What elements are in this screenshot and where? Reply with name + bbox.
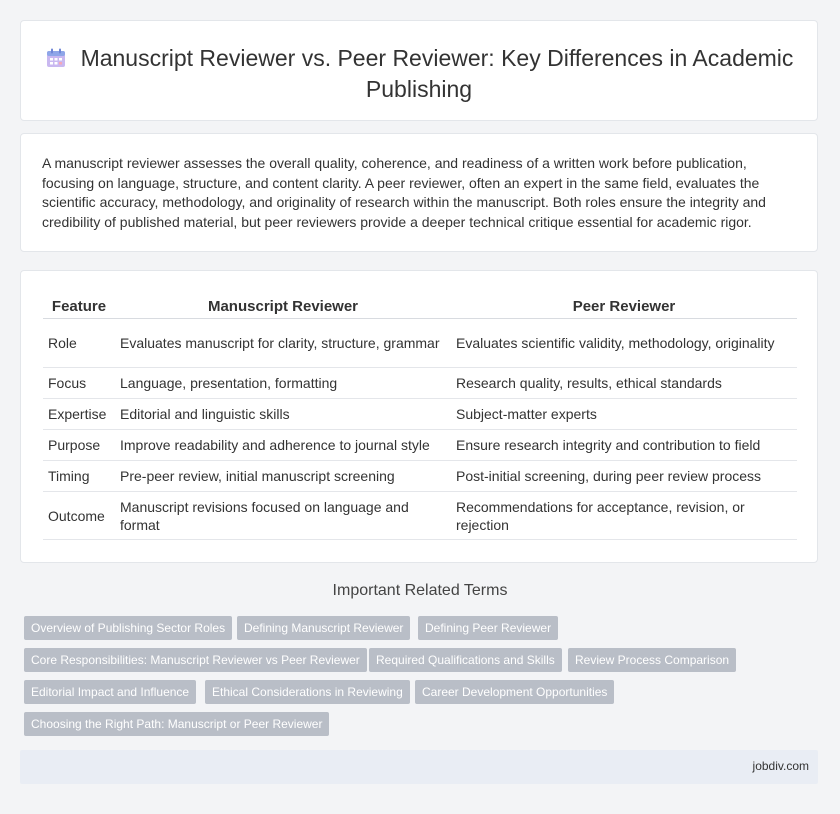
feature-cell: Timing [43,461,115,492]
page-title: Manuscript Reviewer vs. Peer Reviewer: Key Differences in Academic Publishing [80,45,794,102]
related-terms-title: Important Related Terms [332,582,508,599]
related-term-tag[interactable]: Career Development Opportunities [415,680,614,704]
comparison-card [20,270,818,563]
header-peer-reviewer: Peer Reviewer [451,296,797,319]
header-card [20,20,818,121]
related-term-tag[interactable]: Ethical Considerations in Reviewing [205,680,410,704]
peer-cell: Recommendations for acceptance, revision, or rejection [451,492,797,540]
peer-cell: Evaluates scientific validity, methodology, originality [451,319,797,368]
header-feature: Feature [43,296,115,319]
related-term-tag[interactable]: Review Process Comparison [568,648,736,672]
table-row [43,319,797,368]
table-row [43,430,797,461]
manuscript-cell: Improve readability and adherence to journal style [115,430,451,461]
table-header-row [43,296,797,319]
related-term-tag[interactable]: Required Qualifications and Skills [369,648,562,672]
peer-cell: Research quality, results, ethical standards [451,368,797,399]
related-term-tag[interactable]: Core Responsibilities: Manuscript Reviewer vs Peer Reviewer [24,648,367,672]
manuscript-cell: Pre-peer review, initial manuscript screening [115,461,451,492]
header-manuscript-reviewer: Manuscript Reviewer [115,296,451,319]
peer-cell: Post-initial screening, during peer review process [451,461,797,492]
feature-cell: Purpose [43,430,115,461]
calendar-icon [45,47,67,69]
feature-cell: Role [43,319,115,368]
related-term-tag[interactable]: Overview of Publishing Sector Roles [24,616,232,640]
footer [20,750,818,784]
related-term-tag[interactable]: Editorial Impact and Influence [24,680,196,704]
peer-cell: Ensure research integrity and contribution to field [451,430,797,461]
related-term-tag[interactable]: Defining Peer Reviewer [418,616,558,640]
manuscript-cell: Evaluates manuscript for clarity, structure, grammar [115,319,451,368]
table-row [43,368,797,399]
page-title-row [21,43,817,105]
intro-paragraph: A manuscript reviewer assesses the overall quality, coherence, and readiness of a written work before publication, focusing on language, structure, and content clarity. A peer reviewer, often an expert in the same field, evaluates the scientific accuracy, methodology, and originality of research within the manuscript. Both roles ensure the integrity and credibility of published material, but peer reviewers provide a deeper technical critique essential for academic rigor. [42,155,766,230]
comparison-table [43,296,797,540]
footer-site-link[interactable]: jobdiv.com [752,759,809,773]
table-row [43,399,797,430]
peer-cell: Subject-matter experts [451,399,797,430]
manuscript-cell: Language, presentation, formatting [115,368,451,399]
related-term-tag[interactable]: Choosing the Right Path: Manuscript or Peer Reviewer [24,712,329,736]
manuscript-cell: Manuscript revisions focused on language and format [115,492,451,540]
intro-card [20,133,818,252]
table-row [43,461,797,492]
manuscript-cell: Editorial and linguistic skills [115,399,451,430]
feature-cell: Focus [43,368,115,399]
table-row [43,492,797,540]
feature-cell: Expertise [43,399,115,430]
related-term-tag[interactable]: Defining Manuscript Reviewer [237,616,410,640]
feature-cell: Outcome [43,492,115,540]
